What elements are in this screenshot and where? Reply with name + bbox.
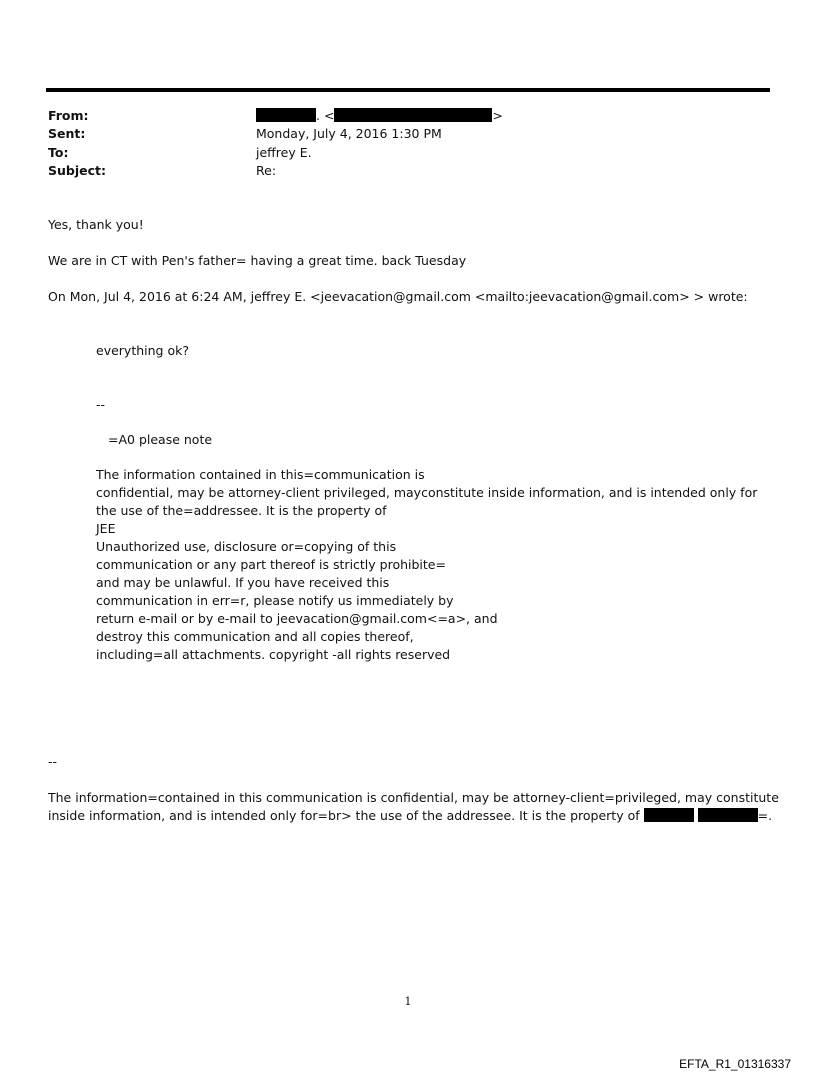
redacted-name-2	[698, 808, 758, 822]
bates-number: EFTA_R1_01316337	[679, 1057, 791, 1071]
footer-dashes: --	[48, 754, 58, 769]
footer-line-2	[48, 807, 772, 825]
quoted-question: everything ok?	[96, 343, 189, 358]
disclaimer-line: communication in err=r, please notify us immediately by	[96, 593, 454, 608]
reply-line-2: We are in CT with Pen's father= having a great time. back Tuesday	[48, 253, 467, 268]
to-value: jeffrey E.	[256, 145, 312, 160]
disclaimer-line: return e-mail or by e-mail to jeevacation@gmail.com<=a>, and	[96, 611, 498, 626]
quoted-note: =A0 please note	[108, 432, 213, 447]
disclaimer-line: Unauthorized use, disclosure or=copying of this	[96, 539, 397, 554]
disclaimer-line: destroy this communication and all copies thereof,	[96, 629, 414, 644]
page-number: 1	[404, 995, 412, 1008]
disclaimer-line: The information contained in this=communication is	[96, 467, 425, 482]
disclaimer-line: confidential, may be attorney-client privileged, mayconstitute inside information, and is intended only for	[96, 485, 758, 500]
redacted-name-1	[644, 808, 694, 822]
redacted-sender-name	[256, 108, 316, 122]
footer-line-1: The information=contained in this communication is confidential, may be attorney-client=privileged, may constitute	[48, 790, 779, 805]
disclaimer-line: and may be unlawful. If you have received this	[96, 575, 390, 590]
footer-line-2-end: =.	[757, 808, 773, 823]
disclaimer-line: JEE	[96, 521, 116, 536]
quoted-sig-dashes: --	[96, 397, 106, 412]
footer-line-2-text: inside information, and is intended only for=br> the use of the addressee. It is the property of	[48, 808, 640, 823]
redacted-sender-email	[334, 108, 492, 122]
subject-value: Re:	[256, 163, 277, 178]
from-separator: . <	[316, 108, 335, 123]
to-label: To:	[48, 145, 69, 160]
sent-value: Monday, July 4, 2016 1:30 PM	[256, 126, 442, 141]
subject-label: Subject:	[48, 163, 106, 178]
quoted-disclaimer	[96, 466, 757, 664]
disclaimer-line: communication or any part thereof is strictly prohibite=	[96, 557, 446, 572]
from-end: >	[492, 108, 503, 123]
sent-label: Sent:	[48, 126, 86, 141]
reply-line-1: Yes, thank you!	[48, 217, 144, 232]
header-rule	[46, 88, 770, 92]
from-label: From:	[48, 108, 89, 123]
disclaimer-line: the use of the=addressee. It is the property of	[96, 503, 387, 518]
quote-intro: On Mon, Jul 4, 2016 at 6:24 AM, jeffrey E. <jeevacation@gmail.com <mailto:jeevacation@gmail.com> > wrote:	[48, 289, 748, 304]
from-value	[256, 107, 503, 125]
disclaimer-line: including=all attachments. copyright -all rights reserved	[96, 647, 451, 662]
